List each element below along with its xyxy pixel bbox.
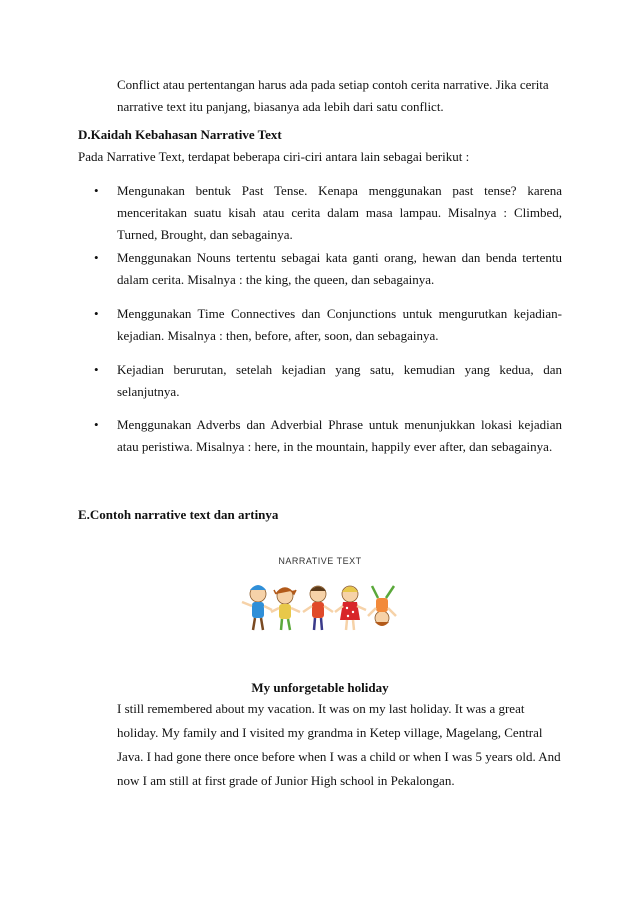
figure-caption: NARRATIVE TEXT	[278, 556, 362, 566]
list-item	[78, 247, 562, 291]
list-item	[78, 414, 562, 458]
list-item-text: Menggunakan Adverbs dan Adverbial Phrase untuk menunjukkan lokasi kejadian atau peristiwa. Misalnya : here, in the mountain, happily ever after, dan sebagainya.	[117, 417, 562, 454]
kid-figure-5	[368, 586, 396, 626]
bullet-icon: •	[94, 250, 99, 265]
kid-figure-3	[303, 586, 333, 630]
intro-line-2: narrative text itu panjang, biasanya ada lebih dari satu conflict.	[117, 99, 444, 114]
list-item-text: Mengunakan bentuk Past Tense. Kenapa menggunakan past tense? karena menceritakan suatu kisah atau cerita dalam masa lampau. Misalnya : Climbed, Turned, Brought, dan sebagainya.	[117, 183, 562, 242]
list-item-text: Menggunakan Time Connectives dan Conjunctions untuk mengurutkan kejadian-kejadian. Misalnya : then, before, after, soon, dan sebagainya.	[117, 306, 562, 343]
section-d-heading: D.Kaidah Kebahasan Narrative Text	[78, 127, 282, 142]
list-item	[78, 359, 562, 403]
list-item-text: Menggunakan Nouns tertentu sebagai kata ganti orang, hewan dan benda tertentu dalam cerita. Misalnya : the king, the queen, dan sebagainya.	[117, 250, 562, 287]
story-line-1: I still remembered about my vacation. It was on my last holiday. It was a great	[117, 701, 525, 716]
bullet-icon: •	[94, 362, 99, 377]
bullet-icon: •	[94, 417, 99, 432]
story-line-4: now I am still at first grade of Junior High school in Pekalongan.	[117, 773, 455, 788]
section-d-lead: Pada Narrative Text, terdapat beberapa ciri-ciri antara lain sebagai berikut :	[78, 149, 470, 164]
bullet-icon: •	[94, 306, 99, 321]
list-item-text: Kejadian berurutan, setelah kejadian yang satu, kemudian yang kedua, dan selanjutnya.	[117, 362, 562, 399]
story-line-3: Java. I had gone there once before when I was a child or when I was 5 years old. And	[117, 749, 561, 764]
kid-figure-2	[271, 588, 300, 630]
children-drawing-icon	[230, 550, 410, 640]
kid-figure-4	[335, 586, 366, 630]
list-item	[78, 180, 562, 246]
narrative-text-illustration	[230, 550, 410, 640]
story-line-2: holiday. My family and I visited my grandma in Ketep village, Magelang, Central	[117, 725, 543, 740]
section-e-heading: E.Contoh narrative text dan artinya	[78, 507, 279, 522]
story-title: My unforgetable holiday	[251, 680, 389, 695]
intro-line-1: Conflict atau pertentangan harus ada pada setiap contoh cerita narrative. Jika cerita	[117, 77, 549, 92]
bullet-icon: •	[94, 183, 99, 198]
list-item	[78, 303, 562, 347]
kid-figure-1	[242, 585, 272, 630]
